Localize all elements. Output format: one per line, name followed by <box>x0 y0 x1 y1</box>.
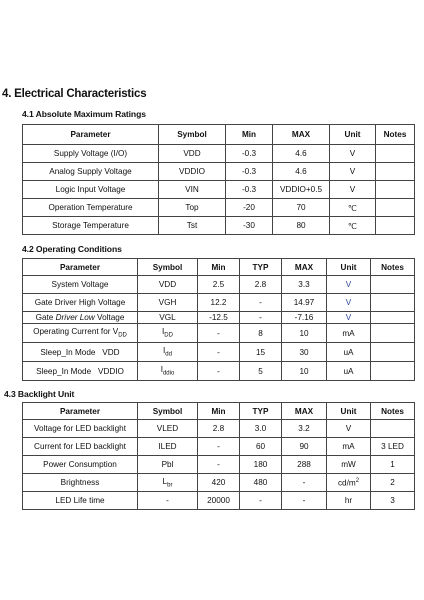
cell-min: - <box>198 456 240 474</box>
cell-parameter: Supply Voltage (I/O) <box>23 145 159 163</box>
cell-max: 3.2 <box>282 420 327 438</box>
header-cell: Notes <box>371 259 415 276</box>
cell-min: -20 <box>226 199 273 217</box>
cell-typ: - <box>240 312 282 324</box>
cell-min: -30 <box>226 217 273 235</box>
cell-max: 288 <box>282 456 327 474</box>
cell-typ: 3.0 <box>240 420 282 438</box>
cell-max: 4.6 <box>273 163 330 181</box>
subsection-title-absolute-max: 4.1 Absolute Maximum Ratings <box>22 109 146 119</box>
table-header-row <box>23 403 415 420</box>
cell-max: VDDIO+0.5 <box>273 181 330 199</box>
cell-unit: uA <box>327 343 371 362</box>
cell-notes: 1 <box>371 456 415 474</box>
cell-symbol: VLED <box>138 420 198 438</box>
header-cell: MAX <box>282 403 327 420</box>
cell-min: 2.8 <box>198 420 240 438</box>
cell-unit: mA <box>327 438 371 456</box>
cell-symbol: Top <box>159 199 226 217</box>
cell-parameter: Power Consumption <box>23 456 138 474</box>
cell-unit: mA <box>327 324 371 343</box>
cell-notes <box>376 199 415 217</box>
table-row <box>23 276 415 294</box>
table-row <box>23 324 415 343</box>
header-cell: Symbol <box>159 125 226 145</box>
cell-typ: 5 <box>240 362 282 381</box>
cell-notes <box>376 163 415 181</box>
cell-parameter: Current for LED backlight <box>23 438 138 456</box>
cell-unit: uA <box>327 362 371 381</box>
cell-min: - <box>198 362 240 381</box>
cell-unit: V <box>327 312 371 324</box>
header-cell: Min <box>198 403 240 420</box>
cell-max: 30 <box>282 343 327 362</box>
cell-unit: hr <box>327 492 371 510</box>
param-text: Gate <box>35 313 56 322</box>
header-cell: Parameter <box>23 259 138 276</box>
header-cell: TYP <box>240 403 282 420</box>
subsection-title-operating: 4.2 Operating Conditions <box>22 244 122 254</box>
cell-typ: 8 <box>240 324 282 343</box>
symbol-subscript: DD <box>164 332 173 339</box>
param-text: Operating Current for V <box>33 327 119 337</box>
cell-parameter <box>23 312 138 324</box>
header-cell: Notes <box>376 125 415 145</box>
table-header-row <box>23 125 415 145</box>
cell-max: 10 <box>282 362 327 381</box>
cell-max: 3.3 <box>282 276 327 294</box>
cell-typ: 180 <box>240 456 282 474</box>
subsection-title-backlight: 4.3 Backlight Unit <box>4 389 75 399</box>
table-row <box>23 456 415 474</box>
cell-parameter: System Voltage <box>23 276 138 294</box>
cell-symbol: Tst <box>159 217 226 235</box>
table-row <box>23 199 415 217</box>
cell-typ: 2.8 <box>240 276 282 294</box>
symbol-main: I <box>162 327 165 337</box>
cell-max: 10 <box>282 324 327 343</box>
cell-typ: - <box>240 294 282 312</box>
table-header-row <box>23 259 415 276</box>
symbol-subscript: ddio <box>162 370 175 377</box>
cell-min: - <box>198 343 240 362</box>
cell-parameter: Storage Temperature <box>23 217 159 235</box>
absolute-max-table <box>22 124 415 235</box>
symbol-subscript: dd <box>165 351 172 358</box>
cell-symbol <box>138 324 198 343</box>
cell-max: - <box>282 474 327 492</box>
cell-symbol: VDD <box>159 145 226 163</box>
cell-symbol <box>138 362 198 381</box>
cell-notes <box>371 324 415 343</box>
cell-parameter: Sleep_In Mode VDD <box>23 343 138 362</box>
header-cell: MAX <box>282 259 327 276</box>
cell-min: -0.3 <box>226 163 273 181</box>
table-row <box>23 294 415 312</box>
cell-unit: V <box>330 145 376 163</box>
cell-typ: 60 <box>240 438 282 456</box>
symbol-main: I <box>163 346 166 356</box>
cell-unit: V <box>330 163 376 181</box>
cell-symbol: VDD <box>138 276 198 294</box>
cell-symbol <box>138 474 198 492</box>
table-row <box>23 312 415 324</box>
section-heading: 4. Electrical Characteristics <box>2 88 147 100</box>
cell-notes <box>371 294 415 312</box>
cell-symbol: Pbl <box>138 456 198 474</box>
param-text-italic: Driver Low <box>55 313 95 322</box>
cell-unit: ℃ <box>330 199 376 217</box>
header-cell: Symbol <box>138 403 198 420</box>
cell-parameter: Analog Supply Voltage <box>23 163 159 181</box>
table-row <box>23 474 415 492</box>
cell-symbol: VDDIO <box>159 163 226 181</box>
cell-notes <box>376 145 415 163</box>
table-row <box>23 362 415 381</box>
header-cell: Min <box>226 125 273 145</box>
header-cell: Symbol <box>138 259 198 276</box>
header-cell: Unit <box>330 125 376 145</box>
cell-parameter: Logic Input Voltage <box>23 181 159 199</box>
cell-typ: 480 <box>240 474 282 492</box>
cell-unit: V <box>327 420 371 438</box>
symbol-main: L <box>162 476 168 486</box>
cell-max: - <box>282 492 327 510</box>
cell-symbol <box>138 343 198 362</box>
cell-parameter: Voltage for LED backlight <box>23 420 138 438</box>
param-subscript: DD <box>118 332 127 339</box>
cell-notes <box>371 343 415 362</box>
cell-min: -0.3 <box>226 145 273 163</box>
cell-max: 70 <box>273 199 330 217</box>
cell-min: - <box>198 324 240 343</box>
header-cell: Notes <box>371 403 415 420</box>
cell-notes: 2 <box>371 474 415 492</box>
table-row <box>23 343 415 362</box>
cell-parameter: LED Life time <box>23 492 138 510</box>
cell-symbol: - <box>138 492 198 510</box>
cell-unit: V <box>330 181 376 199</box>
table-row <box>23 217 415 235</box>
cell-symbol: VGL <box>138 312 198 324</box>
cell-max: 90 <box>282 438 327 456</box>
cell-notes <box>371 276 415 294</box>
unit-superscript: 2 <box>355 477 360 484</box>
table-row <box>23 438 415 456</box>
symbol-subscript: br <box>167 482 173 489</box>
cell-parameter: Operation Temperature <box>23 199 159 217</box>
header-cell: TYP <box>240 259 282 276</box>
header-cell: MAX <box>273 125 330 145</box>
cell-symbol: VGH <box>138 294 198 312</box>
cell-min: -0.3 <box>226 181 273 199</box>
cell-parameter: Sleep_In Mode VDDIO <box>23 362 138 381</box>
cell-notes: 3 <box>371 492 415 510</box>
cell-notes <box>371 312 415 324</box>
unit-main: cd/m <box>337 478 356 488</box>
table-row <box>23 163 415 181</box>
table-row <box>23 420 415 438</box>
cell-unit <box>327 474 371 492</box>
cell-min: - <box>198 438 240 456</box>
cell-max: 14.97 <box>282 294 327 312</box>
table-row <box>23 145 415 163</box>
cell-notes <box>376 181 415 199</box>
table-row <box>23 181 415 199</box>
header-cell: Parameter <box>23 125 159 145</box>
cell-unit: mW <box>327 456 371 474</box>
cell-min: 20000 <box>198 492 240 510</box>
operating-conditions-table <box>22 258 415 381</box>
table-row <box>23 492 415 510</box>
cell-max: 4.6 <box>273 145 330 163</box>
cell-unit: V <box>327 294 371 312</box>
cell-min: -12.5 <box>198 312 240 324</box>
cell-typ: - <box>240 492 282 510</box>
param-text: Voltage <box>94 313 125 322</box>
cell-parameter <box>23 324 138 343</box>
cell-notes <box>371 420 415 438</box>
symbol-main: I <box>160 365 163 375</box>
cell-parameter: Brightness <box>23 474 138 492</box>
cell-max: 80 <box>273 217 330 235</box>
cell-parameter: Gate Driver High Voltage <box>23 294 138 312</box>
cell-min: 420 <box>198 474 240 492</box>
cell-symbol: ILED <box>138 438 198 456</box>
header-cell: Min <box>198 259 240 276</box>
cell-typ: 15 <box>240 343 282 362</box>
cell-notes <box>376 217 415 235</box>
cell-notes: 3 LED <box>371 438 415 456</box>
cell-unit: V <box>327 276 371 294</box>
cell-symbol: VIN <box>159 181 226 199</box>
cell-unit: ℃ <box>330 217 376 235</box>
backlight-table <box>22 402 415 510</box>
cell-notes <box>371 362 415 381</box>
header-cell: Parameter <box>23 403 138 420</box>
header-cell: Unit <box>327 259 371 276</box>
cell-max: -7.16 <box>282 312 327 324</box>
cell-min: 12.2 <box>198 294 240 312</box>
header-cell: Unit <box>327 403 371 420</box>
cell-min: 2.5 <box>198 276 240 294</box>
